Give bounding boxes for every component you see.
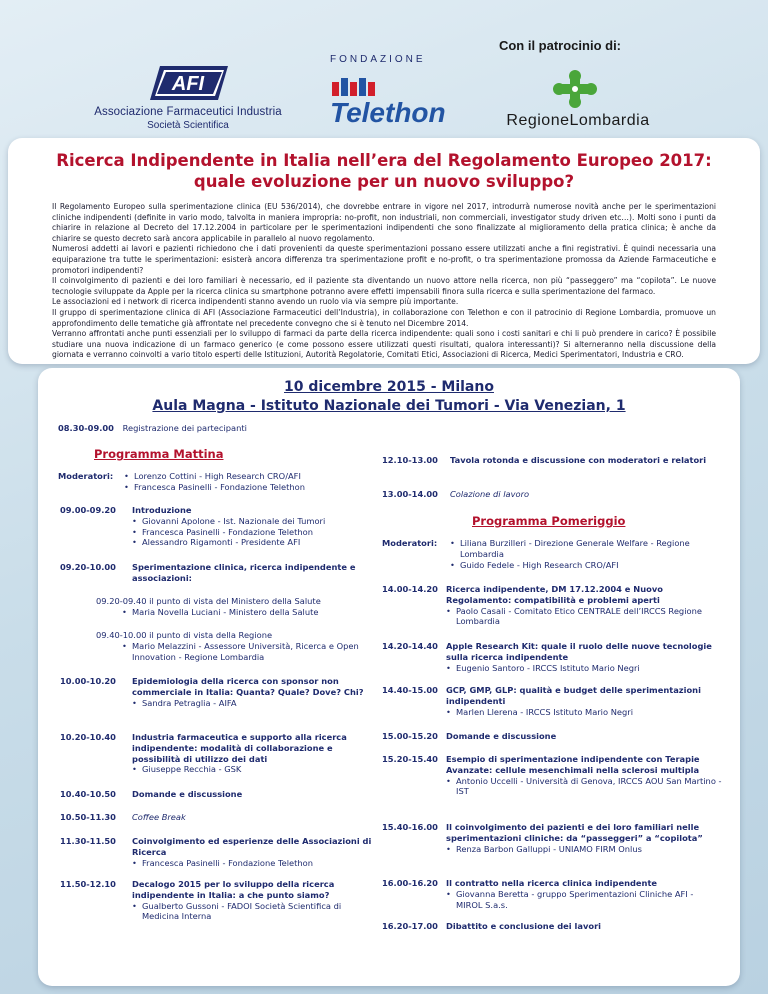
session-time: 15.20-15.40 [382, 754, 438, 764]
svg-text:Telethon: Telethon [330, 97, 446, 128]
intro-paragraph: Il gruppo di sperimentazione clinica di AFI (Associazione Farmaceutici dell’Industria), in collaborazione con Telethon e con il patrocinio di Regione Lombardia, promuove un approfondimento delle tematiche già affrontate nel precedente convegno che si è tenuto nel Dicembre 2014. [52, 307, 716, 328]
speaker: • Renza Barbon Galluppi - UNIAMO FIRM Onlus [446, 844, 722, 855]
speaker-list [446, 776, 722, 798]
speaker: • Giuseppe Recchia - GSK [132, 764, 372, 775]
session-title: Il coinvolgimento dei pazienti e dei loro familiari nelle sperimentazioni cliniche: da “passeggeri” a “copilota” [446, 822, 703, 843]
intro-paragraph: Le associazioni ed i network di ricerca indipendenti stanno avendo un ruolo via via sempre più importante. [52, 297, 459, 307]
intro-paragraph: Il Regolamento Europeo sulla sperimentazione clinica (EU 536/2014), che dovrebbe entrare in vigore nel 2017, introdurrà numerose novità anche per le sperimentazioni cliniche indipendenti (definite in vario modo, talvolta in maniera impropria: no-profit, non industriali, non commerciali, investigator study driven etc…). Molti sono i punti da chiarire in relazione al Decreto del 17.12.2004 in particolare per le sperimentazioni indipendenti che sono finalizzate al miglioramento della pratica clinica; è anche da chiarire se questo decreto sarà ancora applicabile in parallelo al nuovo regolamento. [52, 202, 716, 243]
afi-logo [88, 64, 288, 132]
session-content [446, 731, 722, 742]
session-time: 09.00-09.20 [60, 505, 116, 515]
session-title: Ricerca indipendente, DM 17.12.2004 e Nuovo Regolamento: compatibilità e problemi aperti [446, 584, 663, 605]
session-time: 11.30-11.50 [60, 836, 116, 846]
moderator: • Guido Fedele - High Research CRO/AFI [450, 560, 720, 571]
afi-subtitle: Società Scientifica [147, 120, 229, 131]
session-title: Sperimentazione clinica, ricerca indipendente e associazioni: [132, 562, 356, 583]
session-title: Coinvolgimento ed esperienze delle Associazioni di Ricerca [132, 836, 372, 857]
session-content [132, 789, 382, 800]
session-title: Introduzione [132, 505, 192, 515]
sub-session-title: 09.20-09.40 il punto di vista del Ministero della Salute [96, 596, 321, 606]
afi-logo-mark-icon [150, 64, 228, 102]
session-title: Coffee Break [132, 812, 186, 822]
svg-text:AFI: AFI [171, 73, 205, 95]
session-content [446, 584, 722, 627]
afternoon-title: Programma Pomeriggio [472, 514, 626, 528]
speaker: • Marlen Llerena - IRCCS Istituto Mario Negri [446, 707, 722, 718]
telethon-fondazione-label: FONDAZIONE [330, 54, 426, 65]
session-content [132, 562, 382, 584]
session-time: 09.20-10.00 [60, 562, 116, 572]
session-title: Esempio di sperimentazione indipendente con Terapie Avanzate: cellule mesenchimali nella sclerosi multipla [446, 754, 700, 775]
intro-paragraph: Il coinvolgimento di pazienti e dei loro familiari è necessario, ed il paziente sta diventando un nuovo attore nella ricerca, non più “passeggero” ma “copilota”. Le nuove tecnologie sviluppate da Apple per la ricerca clinica su smartphone potranno avere effetti impensabili finora sulla ricerca e sulla sperimentazione del farmaco. [52, 276, 716, 296]
intro-text [52, 202, 716, 361]
event-title-line-1: Ricerca Indipendente in Italia nell’era del Regolamento Europeo 2017: [56, 151, 712, 170]
session-content [132, 836, 372, 868]
patrocinio-label: Con il patrocinio di: [498, 38, 622, 53]
telethon-logo-mark-icon [330, 72, 446, 128]
event-date-venue [38, 378, 740, 416]
speaker-list [446, 663, 722, 674]
speaker-list [446, 844, 722, 855]
speaker-list [132, 901, 377, 923]
sub-session-item [96, 630, 386, 662]
session-time: 16.00-16.20 [382, 878, 438, 888]
event-date: 10 dicembre 2015 - Milano [284, 379, 494, 395]
speaker: • Maria Novella Luciani - Ministero della Salute [122, 607, 386, 618]
session-content [446, 921, 722, 932]
speaker-list [96, 607, 386, 618]
speaker: • Giovanna Beretta - gruppo Sperimentazioni Cliniche AFI - MIROL S.a.s. [446, 889, 722, 911]
speaker: • Alessandro Rigamonti - Presidente AFI [132, 537, 382, 548]
speaker-list [132, 764, 372, 775]
session-content [446, 641, 722, 673]
session-content [132, 812, 382, 823]
session-content [450, 455, 712, 466]
registration-text: Registrazione dei partecipanti [122, 423, 247, 433]
session-time: 10.20-10.40 [60, 732, 116, 742]
session-content [446, 822, 722, 854]
registration-row [58, 423, 247, 433]
session-title: Apple Research Kit: quale il ruolo delle nuove tecnologie sulla ricerca indipendente [446, 641, 712, 662]
moderators-label: Moderatori: [382, 538, 438, 548]
session-content [132, 879, 377, 922]
session-time: 13.00-14.00 [382, 489, 438, 499]
session-content [446, 685, 722, 717]
speaker: • Francesca Pasinelli - Fondazione Telethon [132, 527, 382, 538]
event-title [52, 150, 716, 192]
speaker: • Giovanni Apolone - Ist. Nazionale dei Tumori [132, 516, 382, 527]
session-title: Il contratto nella ricerca clinica indipendente [446, 878, 658, 888]
session-content [132, 505, 382, 548]
speaker: • Francesca Pasinelli - Fondazione Telethon [132, 858, 372, 869]
session-content [132, 676, 377, 708]
speaker-list [446, 889, 722, 911]
session-time: 15.40-16.00 [382, 822, 438, 832]
session-title: Tavola rotonda e discussione con moderatori e relatori [450, 455, 707, 465]
lombardia-cross-icon [550, 68, 600, 110]
speaker-list [132, 858, 372, 869]
speaker-list [446, 707, 722, 718]
speaker-list [132, 698, 377, 709]
speaker-list [96, 641, 386, 663]
session-time: 16.20-17.00 [382, 921, 438, 931]
speaker: • Eugenio Santoro - IRCCS Istituto Mario Negri [446, 663, 722, 674]
speaker-list [446, 606, 722, 628]
session-time: 10.40-10.50 [60, 789, 116, 799]
session-title: Domande e discussione [132, 789, 243, 799]
sub-session-title: 09.40-10.00 il punto di vista della Regione [96, 630, 273, 640]
speaker-list [132, 516, 382, 548]
session-title: Colazione di lavoro [450, 489, 530, 499]
morning-title: Programma Mattina [94, 447, 224, 461]
session-time: 14.00-14.20 [382, 584, 438, 594]
speaker: • Gualberto Gussoni - FADOI Società Scientifica di Medicina Interna [132, 901, 377, 923]
intro-paragraph: Numerosi addetti ai lavori e pazienti richiedono che i dati provenienti da queste sperimentazioni possano essere utilizzati anche a fini registrativi. È quindi necessaria una equiparazione tra tutte le sperimentazioni: esisterà ancora differenza tra sperimentazione profit e no-profit, o tra sperimentazione promossa da Aziende Farmaceutiche e promotori indipendenti? [52, 244, 716, 275]
session-title: GCP, GMP, GLP: qualità e budget delle sperimentazioni indipendenti [446, 685, 701, 706]
intro-panel [8, 138, 760, 364]
session-content [450, 489, 712, 500]
speaker: • Sandra Petraglia - AIFA [132, 698, 377, 709]
morning-moderator-list [124, 471, 374, 493]
afi-name: Associazione Farmaceutici Industria [94, 106, 282, 118]
event-venue: Aula Magna - Istituto Nazionale dei Tumori - Via Venezian, 1 [152, 398, 626, 414]
moderators-label: Moderatori: [58, 471, 114, 481]
event-title-line-2: quale evoluzione per un nuovo sviluppo? [193, 172, 575, 191]
intro-paragraph: Verranno affrontati anche punti essenziali per lo sviluppo di farmaci da parte della ricerca indipendente: quali sono i costi sanitari e chi li può prendere in carico? È possibile studiare una nuova indicazione di un farmaco generico (e come possono essere utilizzati questi risultati, qualora interessanti)? Si alterneranno nella discussione della giornata e verranno coinvolti a vario titolo esperti delle Istituzioni, Autorità Regolatorie, Comitati Etici, Associazioni di Ricerca, Medici Sperimentatori, Industria e CRO. [52, 329, 716, 360]
header-logos [0, 0, 768, 138]
speaker: • Antonio Uccelli - Università di Genova, IRCCS AOU San Martino - IST [446, 776, 722, 798]
moderator: • Lorenzo Cottini - High Research CRO/AFI [124, 471, 374, 482]
regione-lombardia-name: RegioneLombardia [506, 112, 650, 129]
speaker: • Paolo Casali - Comitato Etico CENTRALE dell’IRCCS Regione Lombardia [446, 606, 722, 628]
telethon-logo [320, 54, 446, 134]
afternoon-moderator-list [450, 538, 720, 570]
moderator: • Francesca Pasinelli - Fondazione Telethon [124, 482, 374, 493]
session-time: 11.50-12.10 [60, 879, 116, 889]
session-time: 12.10-13.00 [382, 455, 438, 465]
program-panel [38, 368, 740, 986]
registration-time: 08.30-09.00 [58, 423, 114, 433]
session-time: 14.40-15.00 [382, 685, 438, 695]
sub-session-item [96, 596, 386, 618]
session-title: Industria farmaceutica e supporto alla ricerca indipendente: modalità di collaborazione e possibilità di utilizzo dei dati [132, 732, 347, 764]
moderator: • Liliana Burzilleri - Direzione Generale Welfare - Regione Lombardia [450, 538, 720, 560]
session-time: 14.20-14.40 [382, 641, 438, 651]
session-title: Decalogo 2015 per lo sviluppo della ricerca indipendente in Italia: a che punto siamo? [132, 879, 335, 900]
session-title: Epidemiologia della ricerca con sponsor non commerciale in Italia: Quanta? Quale? Dove? Chi? [132, 676, 364, 697]
session-content [446, 754, 722, 797]
session-time: 15.00-15.20 [382, 731, 438, 741]
session-title: Domande e discussione [446, 731, 557, 741]
session-time: 10.50-11.30 [60, 812, 116, 822]
speaker: • Mario Melazzini - Assessore Università, Ricerca e Open Innovation - Regione Lombardia [122, 641, 386, 663]
session-content [132, 732, 372, 775]
session-title: Dibattito e conclusione dei lavori [446, 921, 601, 931]
session-time: 10.00-10.20 [60, 676, 116, 686]
session-content [446, 878, 722, 910]
